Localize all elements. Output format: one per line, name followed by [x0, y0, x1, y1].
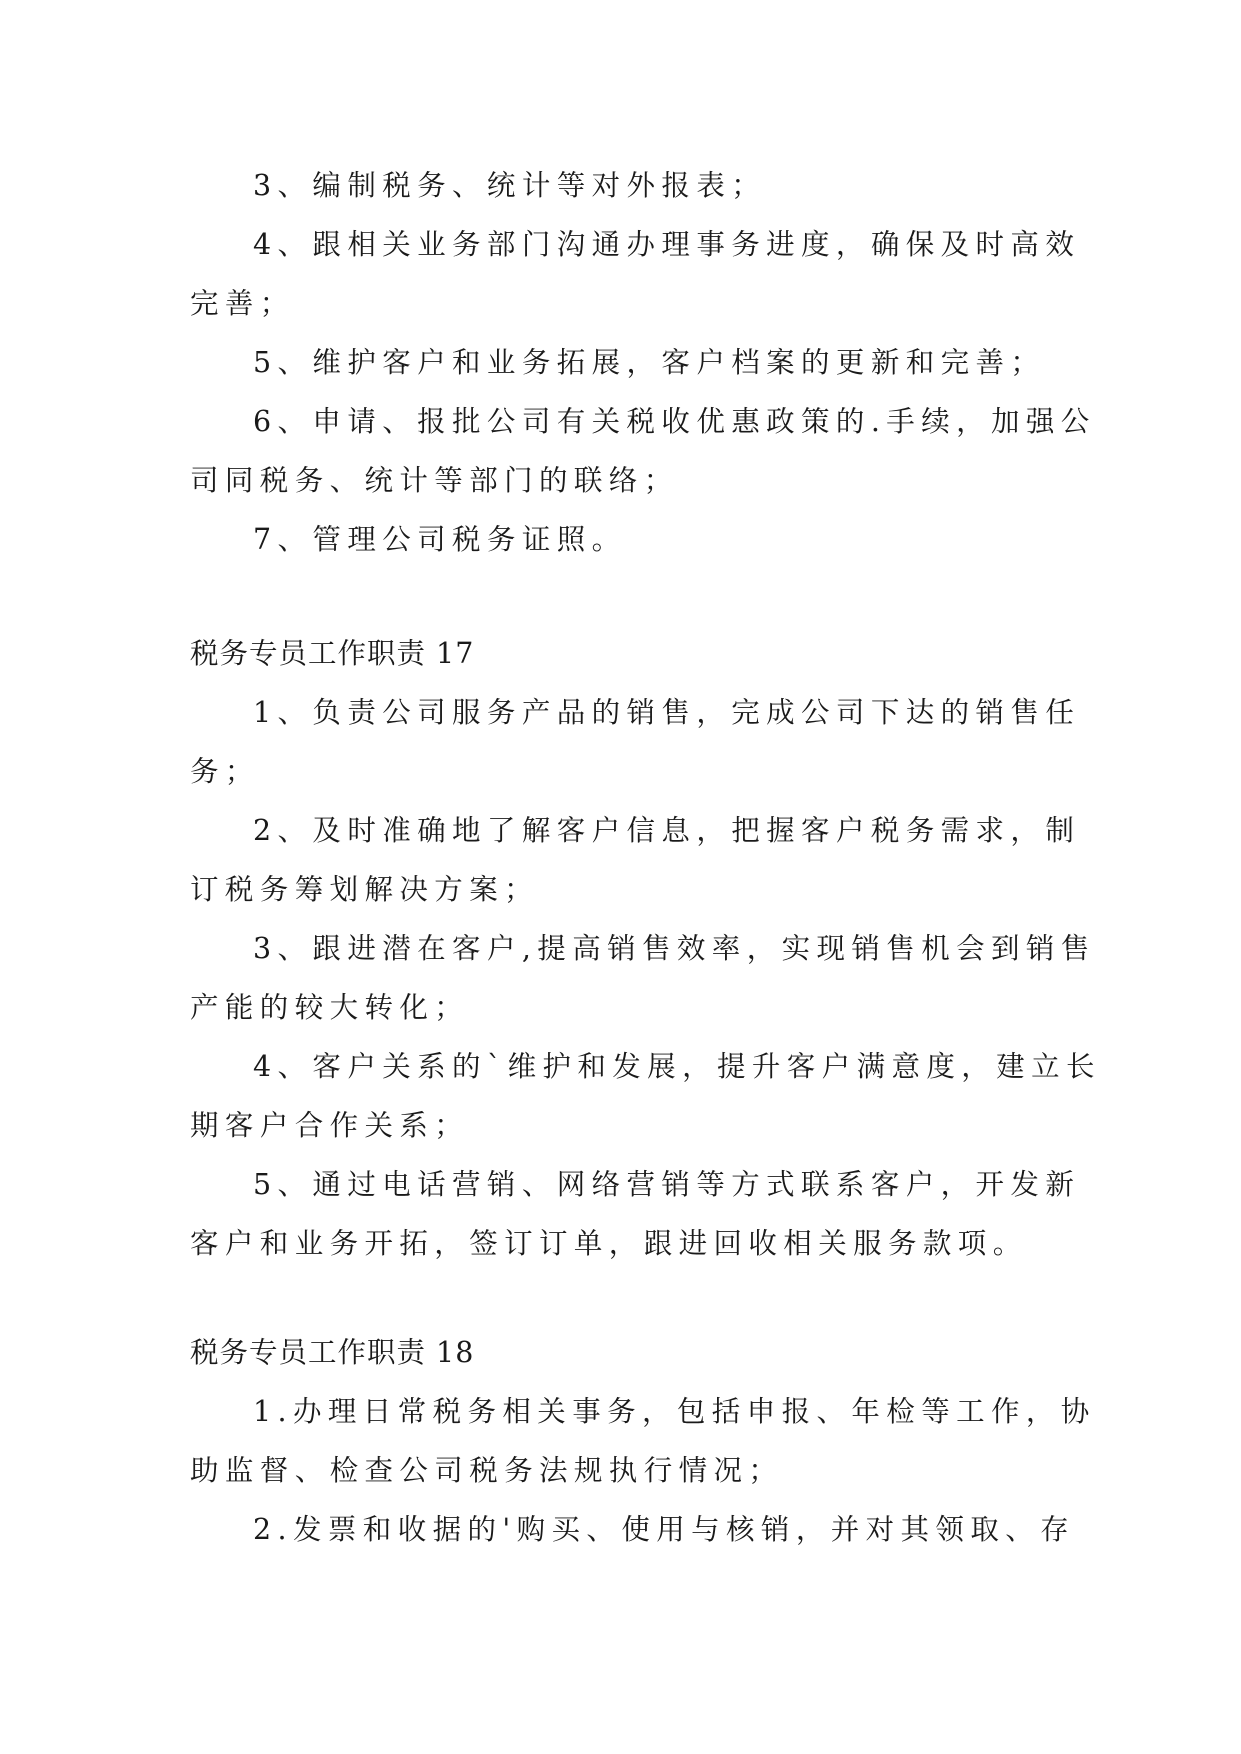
duty-item-3: 3、编制税务、统计等对外报表； [253, 169, 767, 202]
s17-item-4-cont: 期客户合作关系； [190, 1109, 470, 1142]
duty-item-7: 7、管理公司税务证照。 [253, 523, 627, 556]
s18-item-2: 2.发票和收据的'购买、使用与核销，并对其领取、存 [253, 1513, 1076, 1546]
s17-item-3-cont: 产能的较大转化； [190, 991, 470, 1024]
s18-item-1-cont: 助监督、检查公司税务法规执行情况； [190, 1454, 784, 1487]
duty-item-6: 6、申请、报批公司有关税收优惠政策的.手续，加强公 [253, 405, 1096, 438]
section-17 [190, 624, 1101, 1273]
duty-list-continued [190, 156, 1096, 569]
s17-item-1-cont: 务； [190, 755, 260, 788]
s17-item-2: 2、及时准确地了解客户信息，把握客户税务需求，制 [253, 814, 1081, 847]
duty-item-4-cont: 完善； [190, 287, 295, 320]
s17-item-5-cont: 客户和业务开拓，签订订单，跟进回收相关服务款项。 [190, 1227, 1028, 1260]
duty-item-6-cont: 司同税务、统计等部门的联络； [190, 464, 679, 497]
s18-item-1: 1.办理日常税务相关事务，包括申报、年检等工作，协 [253, 1395, 1096, 1428]
section-18 [190, 1323, 1096, 1559]
s17-item-5: 5、通过电话营销、网络营销等方式联系客户，开发新 [253, 1168, 1081, 1201]
s17-item-4: 4、客户关系的`维护和发展，提升客户满意度，建立长 [253, 1050, 1101, 1083]
s17-item-1: 1、负责公司服务产品的销售，完成公司下达的销售任 [253, 696, 1081, 729]
s17-item-2-cont: 订税务筹划解决方案； [190, 873, 540, 906]
duty-item-4: 4、跟相关业务部门沟通办理事务进度，确保及时高效 [253, 228, 1081, 261]
duty-item-5: 5、维护客户和业务拓展，客户档案的更新和完善； [253, 346, 1046, 379]
section-18-heading: 税务专员工作职责 18 [190, 1336, 475, 1369]
s17-item-3: 3、跟进潜在客户,提高销售效率，实现销售机会到销售 [253, 932, 1096, 965]
section-17-heading: 税务专员工作职责 17 [190, 637, 475, 670]
